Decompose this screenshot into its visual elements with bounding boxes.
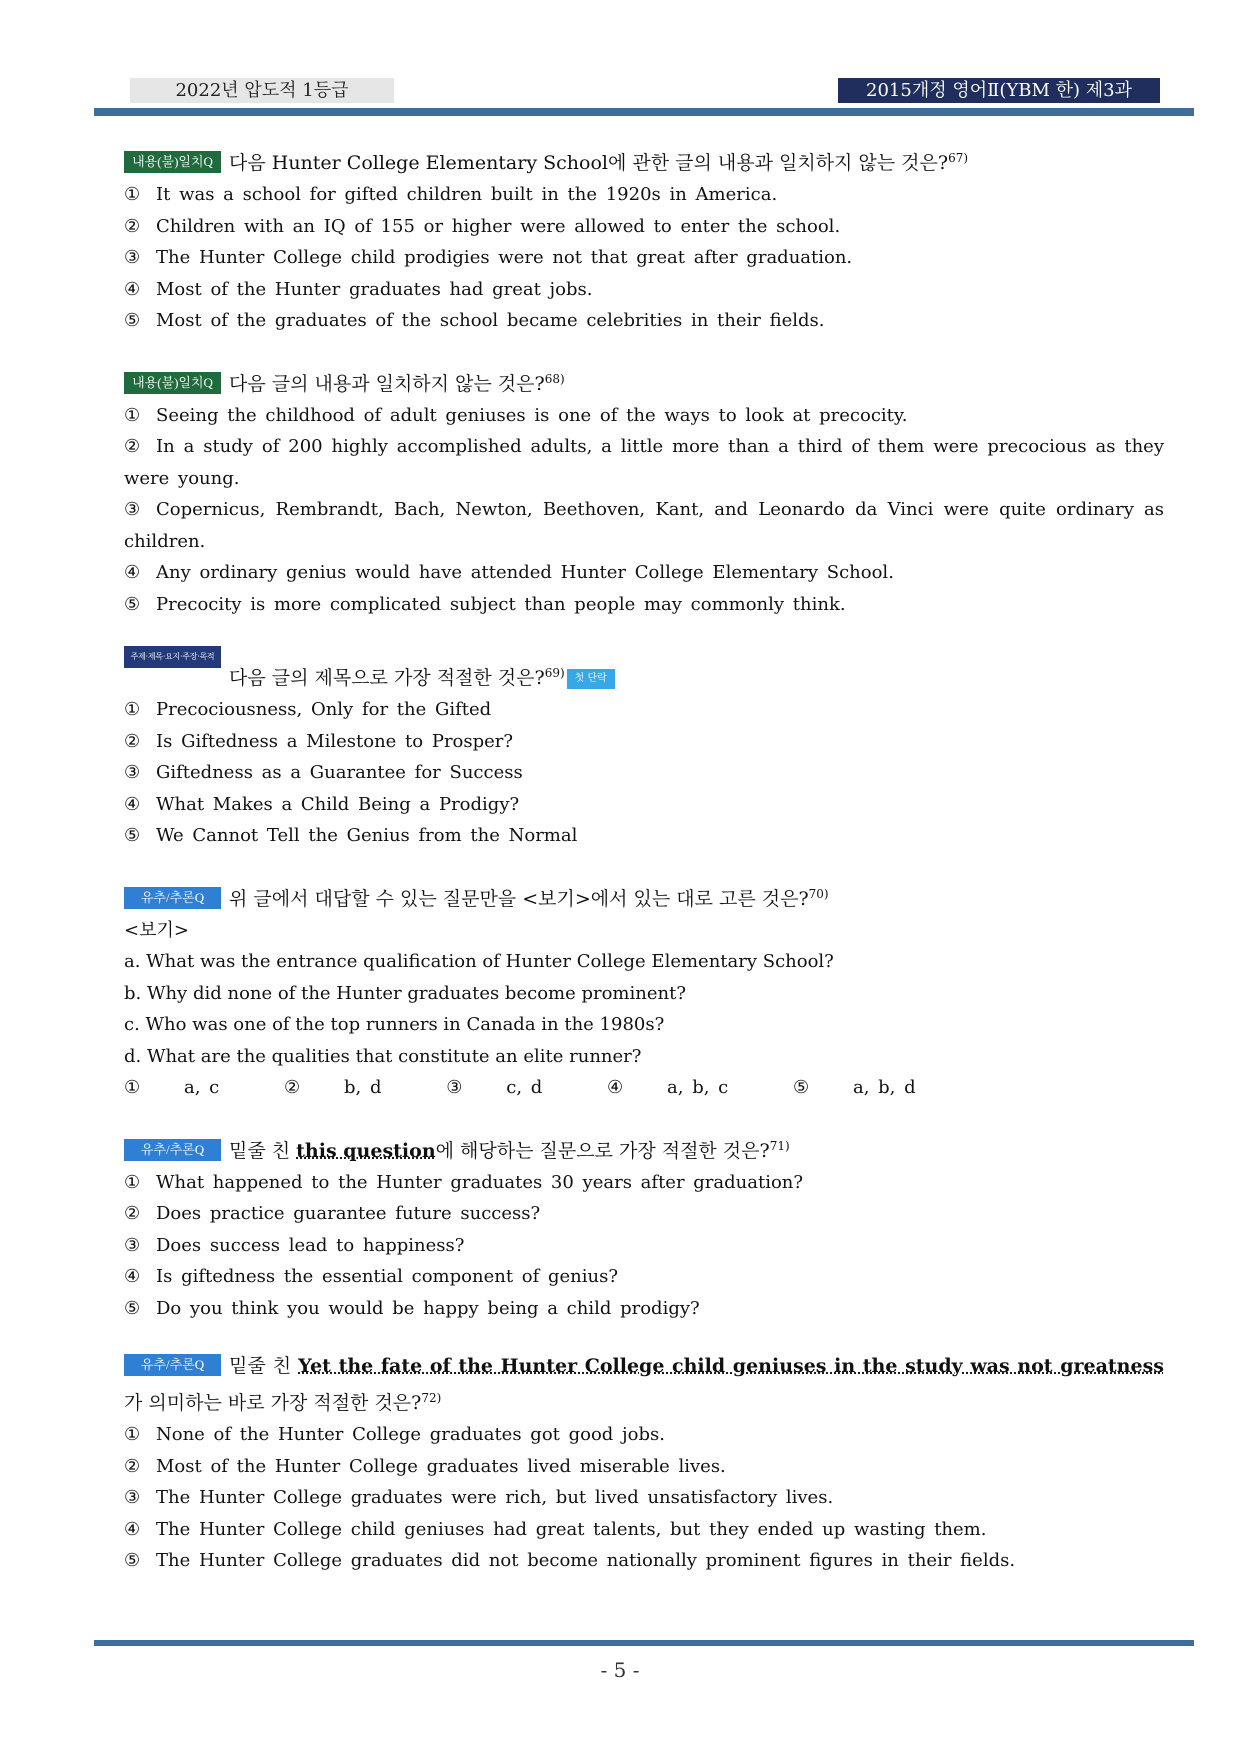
option-text: What Makes a Child Being a Prodigy? <box>156 793 520 815</box>
choice <box>284 1072 410 1104</box>
option-text: It was a school for gifted children built in the 1920s in America. <box>156 184 778 205</box>
answer-choices <box>124 1072 1164 1104</box>
option-text: Is Giftedness a Milestone to Prosper? <box>156 730 514 752</box>
option-text: c, d <box>506 1077 543 1098</box>
option-text: Giftedness as a Guarantee for Success <box>156 762 523 783</box>
option-number: ④ <box>124 562 141 583</box>
option-text: Does practice guarantee future success? <box>156 1203 541 1224</box>
option <box>124 1419 1164 1451</box>
option-number: ③ <box>124 1234 141 1256</box>
option-text: Any ordinary genius would have attended Hunter College Elementary School. <box>156 562 894 583</box>
option-number: ① <box>124 404 141 426</box>
header-left-title: 2022년 압도적 1등급 <box>130 78 394 103</box>
scope-note-badge: 첫 단락 <box>567 669 615 689</box>
option-number: ④ <box>124 278 141 300</box>
option-number: ① <box>124 1424 141 1445</box>
footnote-ref: 67) <box>948 151 969 165</box>
box-item: c. Who was one of the top runners in Canada in the 1980s? <box>124 1014 665 1035</box>
choice <box>124 1072 247 1104</box>
choice <box>793 1072 944 1104</box>
option-text: Children with an IQ of 155 or higher were allowed to enter the school. <box>156 215 841 237</box>
prompt-text: 가 의미하는 바로 가장 적절한 것은? <box>124 1392 422 1414</box>
option <box>124 242 1164 274</box>
option-number: ② <box>124 1455 141 1477</box>
option <box>124 589 1164 621</box>
option-text: Most of the graduates of the school became celebrities in their fields. <box>156 310 825 331</box>
option-number: ④ <box>124 1266 141 1287</box>
option-text: None of the Hunter College graduates got good jobs. <box>156 1424 665 1445</box>
option-number: ⑤ <box>124 1297 141 1319</box>
option-number: ② <box>124 1203 141 1224</box>
option-text: Precociousness, Only for the Gifted <box>156 699 492 720</box>
option <box>124 789 1164 821</box>
option-text: Is giftedness the essential component of genius? <box>156 1266 618 1287</box>
option <box>124 726 1164 758</box>
option-text: In a study of 200 highly accomplished adults, a little more than a third of them were precocious as they were young. <box>124 436 1164 489</box>
option-number: ② <box>284 1077 301 1098</box>
question-prompt <box>124 142 1164 179</box>
option <box>124 211 1164 243</box>
option-text: We Cannot Tell the Genius from the Normal <box>156 825 578 846</box>
option-number: ④ <box>124 1518 141 1540</box>
option <box>124 1451 1164 1483</box>
option-text: Most of the Hunter College graduates lived miserable lives. <box>156 1455 726 1477</box>
question-type-tag: 주제·제목·요지·주장·목적Q <box>124 646 221 668</box>
option <box>124 757 1164 789</box>
question-type-tag: 유추/추론Q <box>124 1139 221 1161</box>
option-text: The Hunter College child prodigies were not that great after graduation. <box>156 247 853 268</box>
option-number: ③ <box>124 762 141 783</box>
option-number: ③ <box>446 1077 463 1098</box>
question-list <box>124 142 1164 1603</box>
question-71 <box>124 1130 1164 1325</box>
page-number: - 5 - <box>600 1658 640 1682</box>
question-prompt <box>124 363 1164 400</box>
option-text: Copernicus, Rembrandt, Bach, Newton, Beethoven, Kant, and Leonardo da Vinci were quite ordinary as children. <box>124 499 1164 552</box>
bottom-divider <box>94 1640 1194 1646</box>
question-69 <box>124 646 1164 852</box>
footnote-ref: 70) <box>808 886 829 901</box>
underlined-phrase: Yet the fate of the Hunter College child geniuses in the study was not greatness <box>298 1355 1164 1377</box>
choice <box>607 1072 756 1104</box>
option-text: The Hunter College graduates did not become nationally prominent figures in their fields. <box>156 1550 1016 1571</box>
option <box>124 694 1164 726</box>
option <box>124 179 1164 211</box>
option-text: The Hunter College child geniuses had great talents, but they ended up wasting them. <box>156 1518 987 1540</box>
option <box>124 1261 1164 1293</box>
question-prompt <box>124 1130 1164 1167</box>
option-text: a, b, c <box>667 1077 729 1098</box>
option <box>124 1230 1164 1262</box>
option-number: ⑤ <box>124 825 141 846</box>
option-number: ① <box>124 184 141 205</box>
question-prompt <box>124 1350 1164 1419</box>
option <box>124 1198 1164 1230</box>
footnote-ref: 68) <box>544 371 565 386</box>
option-number: ② <box>124 436 141 457</box>
option <box>124 1482 1164 1514</box>
option-text: a, b, d <box>852 1077 916 1098</box>
option-number: ② <box>124 730 141 752</box>
option-number: ⑤ <box>124 310 141 331</box>
question-67 <box>124 142 1164 337</box>
option-number: ⑤ <box>124 1550 141 1571</box>
option-number: ④ <box>124 793 141 815</box>
option <box>124 557 1164 589</box>
option-text: Precocity is more complicated subject than people may commonly think. <box>156 593 846 615</box>
prompt-text: 에 해당하는 질문으로 가장 적절한 것은? <box>435 1139 770 1162</box>
question-type-tag: 내용(불)일치Q <box>124 151 221 173</box>
option-number: ① <box>124 1171 141 1193</box>
prompt-text: 다음 Hunter College Elementary School에 관한 글의 내용과 일치하지 않는 것은? <box>229 152 949 174</box>
question-70 <box>124 878 1164 1104</box>
option <box>124 400 1164 432</box>
option-number: ② <box>124 215 141 237</box>
question-prompt <box>124 646 1164 694</box>
option <box>124 494 1164 557</box>
question-type-tag: 유추/추론Q <box>124 1354 221 1376</box>
prompt-text: 밑줄 친 <box>229 1355 299 1377</box>
option <box>124 431 1164 494</box>
option <box>124 1514 1164 1546</box>
choice <box>446 1072 570 1104</box>
option-text: What happened to the Hunter graduates 30 years after graduation? <box>156 1171 804 1193</box>
box-item: d. What are the qualities that constitute an elite runner? <box>124 1045 642 1067</box>
option-number: ③ <box>124 247 141 268</box>
option <box>124 820 1164 852</box>
option-number: ① <box>124 699 141 720</box>
box-item: a. What was the entrance qualification of Hunter College Elementary School? <box>124 951 834 972</box>
option-text: Does success lead to happiness? <box>156 1234 465 1256</box>
box-label: <보기> <box>124 919 189 941</box>
prompt-text: 밑줄 친 <box>229 1139 297 1162</box>
footnote-ref: 69) <box>544 666 565 680</box>
underlined-phrase: this question <box>296 1139 436 1162</box>
box-item: b. Why did none of the Hunter graduates become prominent? <box>124 982 686 1004</box>
prompt-text: 위 글에서 대답할 수 있는 질문만을 <보기>에서 있는 대로 고른 것은? <box>229 887 809 910</box>
option <box>124 274 1164 306</box>
question-type-tag: 유추/추론Q <box>124 887 221 909</box>
option <box>124 305 1164 337</box>
option-number: ⑤ <box>792 1077 810 1098</box>
option <box>124 1293 1164 1325</box>
option-number: ⑤ <box>124 593 141 615</box>
header-right-title: 2015개정 영어Ⅱ(YBM 한) 제3과 <box>838 78 1160 103</box>
option-text: Most of the Hunter graduates had great jobs. <box>156 278 593 300</box>
option-text: b, d <box>344 1077 382 1098</box>
option-text: Seeing the childhood of adult geniuses is one of the ways to look at precocity. <box>156 404 908 426</box>
footnote-ref: 71) <box>769 1138 790 1153</box>
option <box>124 1545 1164 1577</box>
question-72 <box>124 1350 1164 1577</box>
option-number: ③ <box>124 1487 141 1508</box>
question-type-tag: 내용(불)일치Q <box>124 372 221 394</box>
option-number: ① <box>124 1077 141 1098</box>
prompt-text: 다음 글의 내용과 일치하지 않는 것은? <box>229 372 545 395</box>
top-divider <box>94 108 1194 116</box>
option-text: a, c <box>184 1077 220 1098</box>
option-number: ③ <box>124 499 141 520</box>
footnote-ref: 72) <box>421 1391 442 1405</box>
option <box>124 1167 1164 1199</box>
option-text: Do you think you would be happy being a child prodigy? <box>156 1297 700 1319</box>
prompt-text: 다음 글의 제목으로 가장 적절한 것은? <box>229 667 545 689</box>
question-68 <box>124 363 1164 621</box>
option-text: The Hunter College graduates were rich, but lived unsatisfactory lives. <box>156 1487 834 1508</box>
question-prompt <box>124 878 1164 915</box>
option-number: ④ <box>607 1077 624 1098</box>
